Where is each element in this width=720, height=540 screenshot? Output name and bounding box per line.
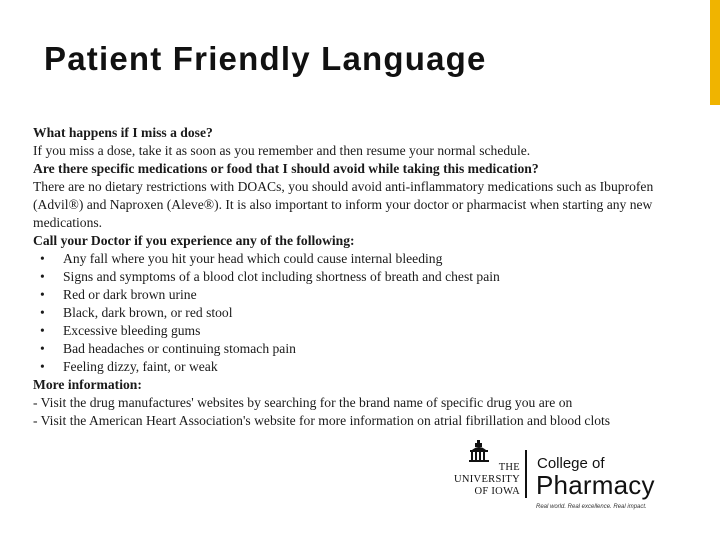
more-info-heading: More information: [33, 377, 142, 392]
symptom-list [33, 250, 693, 376]
bullet-icon: • [40, 305, 45, 320]
tagline: Real world. Real excellence. Real impact. [536, 504, 647, 510]
old-capitol-icon [464, 440, 494, 462]
list-item: • Black, dark brown, or red stool [40, 305, 233, 320]
list-item: • Signs and symptoms of a blood clot including shortness of breath and chest pain [40, 269, 500, 284]
missed-dose-question: What happens if I miss a dose? [33, 125, 213, 140]
university-wordmark: THE UNIVERSITY OF IOWA [454, 462, 520, 497]
bullet-icon: • [40, 287, 45, 302]
list-item: • Feeling dizzy, faint, or weak [40, 359, 218, 374]
avoid-answer: There are no dietary restrictions with DOACs, you should avoid anti-inflammatory medications such as Ibuprofen (Advil®) and Naproxen (Aleve®). It is also important to inform your doctor or pharmacist when starting any new medications. [33, 179, 654, 230]
list-item: • Red or dark brown urine [40, 287, 197, 302]
university-of-iowa-logo [440, 440, 520, 502]
more-info-line: - Visit the American Heart Association's website for more information on atrial fibrillation and blood clots [33, 413, 611, 428]
page-title: Patient Friendly Language [44, 40, 487, 77]
accent-bar [710, 0, 720, 105]
bullet-icon: • [40, 359, 45, 374]
list-item: • Excessive bleeding gums [40, 323, 201, 338]
college-logo [440, 440, 670, 518]
bullet-icon: • [40, 323, 45, 338]
avoid-question: Are there specific medications or food that I should avoid while taking this medication? [33, 161, 539, 176]
college-of-label: College of [537, 455, 605, 472]
content [33, 124, 693, 430]
bullet-icon: • [40, 341, 45, 356]
call-doctor-question: Call your Doctor if you experience any of the following: [33, 233, 355, 248]
bullet-icon: • [40, 251, 45, 266]
missed-dose-answer: If you miss a dose, take it as soon as you remember and then resume your normal schedule. [33, 143, 531, 158]
list-item: • Any fall where you hit your head which could cause internal bleeding [40, 251, 443, 266]
pharmacy-label: Pharmacy [536, 470, 655, 500]
bullet-icon: • [40, 269, 45, 284]
more-info-line: - Visit the drug manufactures' websites by searching for the brand name of specific drug you are on [33, 395, 573, 410]
list-item: • Bad headaches or continuing stomach pain [40, 341, 296, 356]
logo-divider [525, 450, 527, 498]
